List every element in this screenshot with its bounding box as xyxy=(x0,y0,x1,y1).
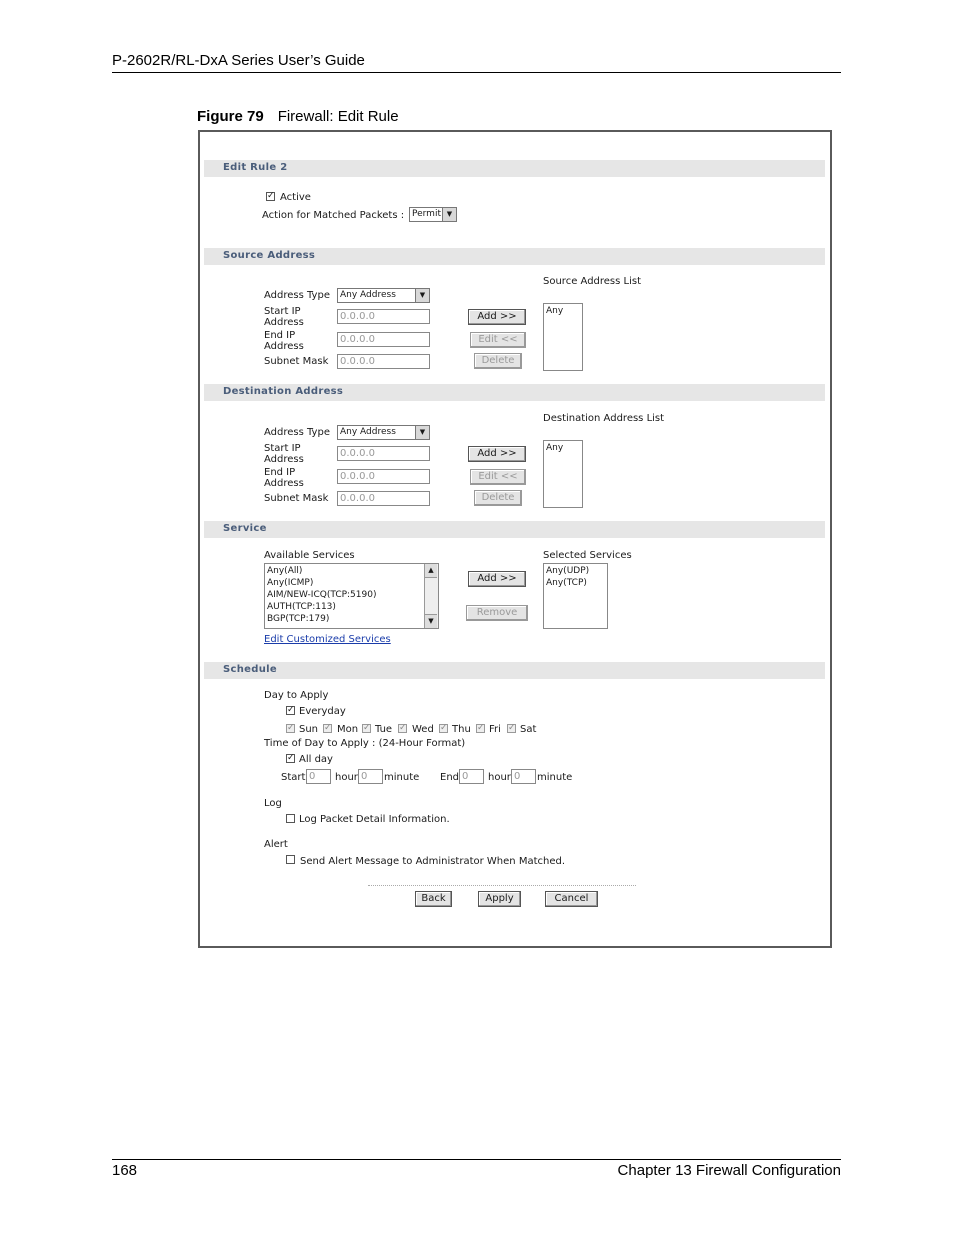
list-item[interactable]: AIM/NEW-ICQ(TCP:5190) xyxy=(267,590,377,600)
source-subnet-input[interactable]: 0.0.0.0 xyxy=(337,354,430,369)
page-header-title: P-2602R/RL-DxA Series User’s Guide xyxy=(112,52,365,69)
start-minute-label: minute xyxy=(384,772,420,783)
alert-checkbox[interactable] xyxy=(286,855,295,864)
available-services-label: Available Services xyxy=(264,550,355,561)
source-address-type-select[interactable] xyxy=(337,288,430,303)
alert-title: Alert xyxy=(264,839,288,850)
available-services-list[interactable] xyxy=(264,563,439,629)
alert-label: Send Alert Message to Administrator When Matched. xyxy=(300,856,566,867)
edit-customized-services-link[interactable]: Edit Customized Services xyxy=(264,634,391,645)
service-add-button[interactable]: Add >> xyxy=(468,571,526,587)
source-start-ip-label: Start IP Address xyxy=(264,306,304,328)
section-title: Destination Address xyxy=(223,386,344,397)
scroll-up-icon[interactable]: ▲ xyxy=(425,564,437,578)
day-checkbox-tue[interactable]: ✓ xyxy=(363,723,371,733)
start-minute-input[interactable]: 0 xyxy=(358,769,383,784)
destination-address-type-value: Any Address xyxy=(340,427,396,437)
source-edit-button[interactable]: Edit << xyxy=(470,332,526,348)
section-title: Schedule xyxy=(223,664,277,675)
section-destination-address xyxy=(204,384,825,401)
day-label-fri: Fri xyxy=(489,724,501,735)
source-end-ip-label: End IP Address xyxy=(264,330,304,352)
destination-start-ip-input[interactable]: 0.0.0.0 xyxy=(337,446,430,461)
day-checkbox-thu[interactable]: ✓ xyxy=(440,723,448,733)
source-address-type-value: Any Address xyxy=(340,290,396,300)
chapter-title: Chapter 13 Firewall Configuration xyxy=(617,1162,841,1179)
apply-button[interactable]: Apply xyxy=(478,891,521,907)
divider xyxy=(368,885,636,886)
end-hour-input[interactable]: 0 xyxy=(459,769,484,784)
destination-end-ip-label: End IP Address xyxy=(264,467,304,489)
day-checkbox-fri[interactable]: ✓ xyxy=(477,723,485,733)
day-to-apply-label: Day to Apply xyxy=(264,690,329,701)
source-end-ip-input[interactable]: 0.0.0.0 xyxy=(337,332,430,347)
destination-subnet-input[interactable]: 0.0.0.0 xyxy=(337,491,430,506)
footer-rule xyxy=(112,1159,841,1160)
section-source-address xyxy=(204,248,825,265)
destination-add-button[interactable]: Add >> xyxy=(468,446,526,462)
section-title: Source Address xyxy=(223,250,316,261)
list-item[interactable]: Any(ICMP) xyxy=(267,578,314,588)
cancel-button[interactable]: Cancel xyxy=(545,891,598,907)
time-of-day-label: Time of Day to Apply : (24-Hour Format) xyxy=(264,738,466,749)
section-edit-rule xyxy=(204,160,825,177)
active-checkbox[interactable]: ✓ xyxy=(267,191,275,201)
scroll-down-icon[interactable]: ▼ xyxy=(425,614,437,628)
everyday-checkbox[interactable]: ✓ xyxy=(287,705,295,715)
figure-number: Figure 79 xyxy=(197,108,264,125)
destination-list-title: Destination Address List xyxy=(543,413,665,424)
everyday-label: Everyday xyxy=(299,706,346,717)
day-label-tue: Tue xyxy=(375,724,393,735)
destination-address-list[interactable] xyxy=(543,440,583,508)
dropdown-arrow-icon: ▼ xyxy=(415,426,429,439)
source-list-title: Source Address List xyxy=(543,276,642,287)
day-label-sat: Sat xyxy=(520,724,537,735)
section-schedule xyxy=(204,662,825,679)
day-label-mon: Mon xyxy=(337,724,359,735)
action-select[interactable] xyxy=(409,207,457,222)
destination-start-ip-label: Start IP Address xyxy=(264,443,304,465)
source-add-button[interactable]: Add >> xyxy=(468,309,526,325)
list-item[interactable]: BGP(TCP:179) xyxy=(267,614,330,624)
day-checkbox-wed[interactable]: ✓ xyxy=(399,723,407,733)
source-address-list[interactable] xyxy=(543,303,583,371)
day-checkbox-sat[interactable]: ✓ xyxy=(508,723,516,733)
end-minute-input[interactable]: 0 xyxy=(511,769,536,784)
all-day-label: All day xyxy=(299,754,333,765)
source-address-type-label: Address Type xyxy=(264,290,330,301)
start-hour-label: hour xyxy=(335,772,358,783)
destination-address-type-label: Address Type xyxy=(264,427,330,438)
section-title: Edit Rule 2 xyxy=(223,162,288,173)
destination-subnet-label: Subnet Mask xyxy=(264,493,329,504)
day-checkbox-mon[interactable]: ✓ xyxy=(324,723,332,733)
end-minute-label: minute xyxy=(537,772,573,783)
end-label: End xyxy=(440,772,460,783)
dropdown-arrow-icon: ▼ xyxy=(415,289,429,302)
active-label: Active xyxy=(280,192,311,203)
log-title: Log xyxy=(264,798,282,809)
list-item[interactable]: Any xyxy=(546,306,564,316)
list-item[interactable]: Any(UDP) xyxy=(546,566,590,576)
section-title: Service xyxy=(223,523,267,534)
destination-end-ip-input[interactable]: 0.0.0.0 xyxy=(337,469,430,484)
log-label: Log Packet Detail Information. xyxy=(299,814,450,825)
service-remove-button[interactable]: Remove xyxy=(466,605,528,621)
day-label-wed: Wed xyxy=(412,724,434,735)
all-day-checkbox[interactable]: ✓ xyxy=(287,753,295,763)
list-item[interactable]: Any(TCP) xyxy=(546,578,587,588)
start-hour-input[interactable]: 0 xyxy=(306,769,331,784)
destination-address-type-select[interactable] xyxy=(337,425,430,440)
header-rule xyxy=(112,72,841,73)
start-label: Start xyxy=(281,772,306,783)
destination-edit-button[interactable]: Edit << xyxy=(470,469,526,485)
page-number: 168 xyxy=(112,1162,138,1179)
action-value: Permit xyxy=(412,209,441,219)
selected-services-list[interactable] xyxy=(543,563,608,629)
dropdown-arrow-icon: ▼ xyxy=(442,208,456,221)
action-label: Action for Matched Packets : xyxy=(262,210,405,221)
list-item[interactable]: Any(All) xyxy=(267,566,303,576)
day-label-thu: Thu xyxy=(452,724,471,735)
log-checkbox[interactable] xyxy=(286,814,295,823)
source-subnet-label: Subnet Mask xyxy=(264,356,329,367)
list-item[interactable]: AUTH(TCP:113) xyxy=(267,602,336,612)
day-checkbox-sun[interactable]: ✓ xyxy=(287,723,295,733)
section-service xyxy=(204,521,825,538)
selected-services-label: Selected Services xyxy=(543,550,632,561)
source-delete-button[interactable]: Delete xyxy=(474,353,522,369)
end-hour-label: hour xyxy=(488,772,511,783)
list-item[interactable]: Any xyxy=(546,443,564,453)
figure-caption xyxy=(197,108,399,125)
day-label-sun: Sun xyxy=(299,724,319,735)
available-services-scrollbar[interactable] xyxy=(424,564,438,628)
back-button[interactable]: Back xyxy=(415,891,452,907)
figure-title: Firewall: Edit Rule xyxy=(277,108,399,125)
source-start-ip-input[interactable]: 0.0.0.0 xyxy=(337,309,430,324)
destination-delete-button[interactable]: Delete xyxy=(474,490,522,506)
